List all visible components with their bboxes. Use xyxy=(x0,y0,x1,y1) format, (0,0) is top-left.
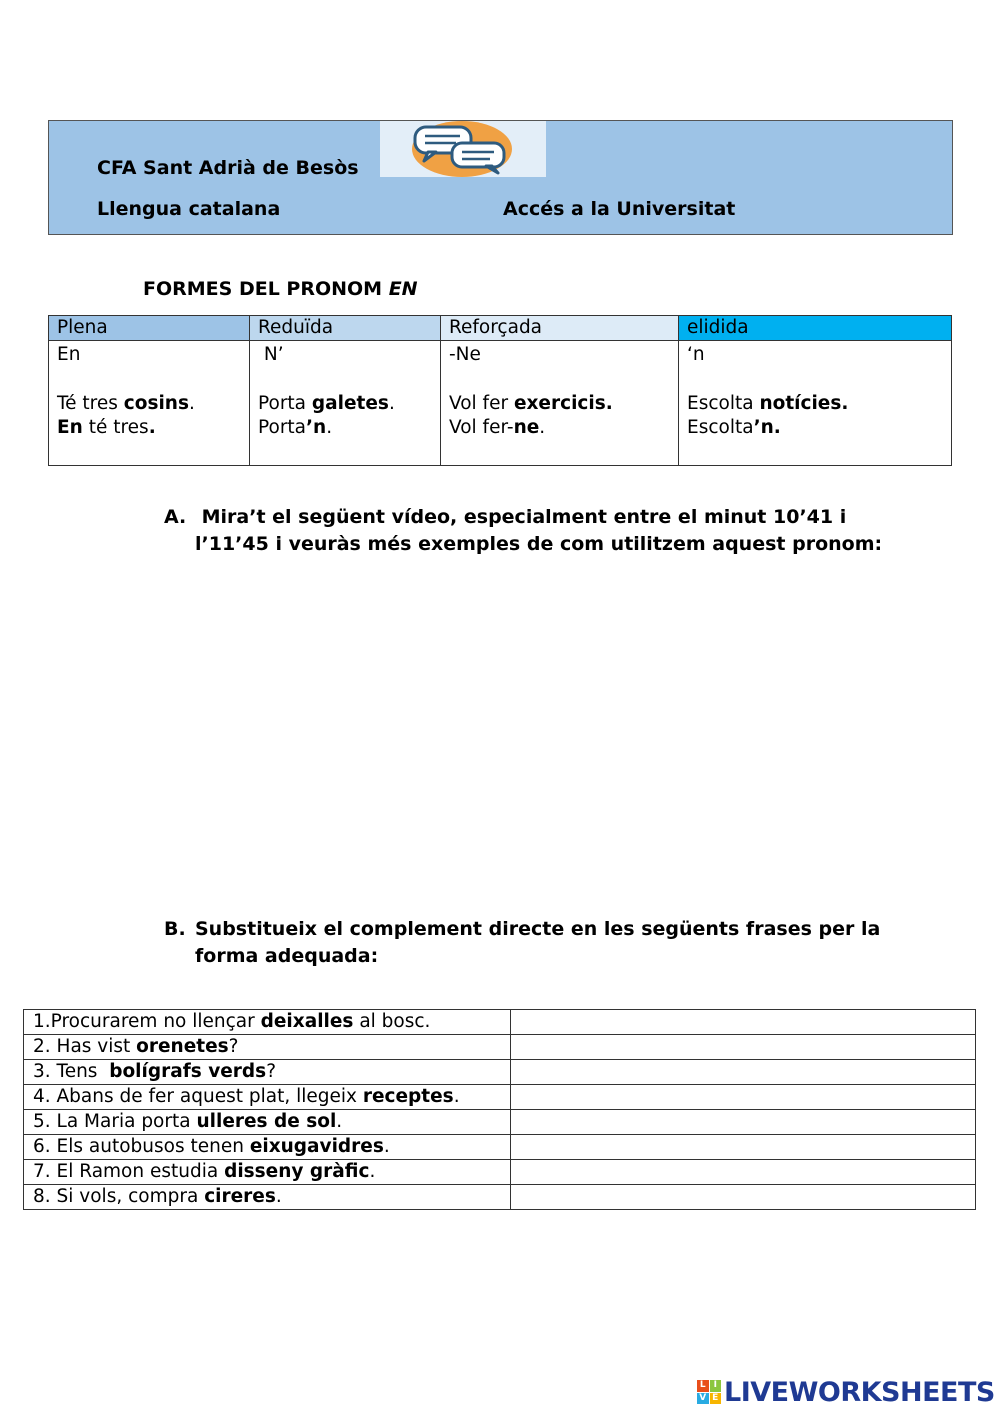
page-title: FORMES DEL PRONOM EN xyxy=(143,278,418,300)
exercise-sentence: 3. Tens bolígrafs verds? xyxy=(24,1060,511,1085)
header-plena: Plena xyxy=(49,316,250,341)
cell-elidida: ‘n Escolta notícies. Escolta’n. xyxy=(679,341,952,466)
brand-square: I xyxy=(710,1380,722,1392)
exercise-sentence: 7. El Ramon estudia disseny gràfic. xyxy=(24,1160,511,1185)
exercise-row xyxy=(24,1035,976,1060)
exercise-row xyxy=(24,1010,976,1035)
brand-square: L xyxy=(697,1380,709,1392)
liveworksheets-icon xyxy=(697,1380,721,1404)
exercise-row xyxy=(24,1185,976,1210)
instruction-b: B. Substitueix el complement directe en les següents frases per la forma adequada: xyxy=(164,918,881,967)
exercise-sentence: 1.Procurarem no llençar deixalles al bosc. xyxy=(24,1010,511,1035)
brand-name: LIVEWORKSHEETS xyxy=(724,1376,995,1408)
brand-square: V xyxy=(697,1393,709,1405)
liveworksheets-logo xyxy=(697,1375,995,1409)
exercise-sentence: 5. La Maria porta ulleres de sol. xyxy=(24,1110,511,1135)
header-reforcada: Reforçada xyxy=(441,316,679,341)
course-name: Accés a la Universitat xyxy=(503,198,736,220)
answer-input[interactable] xyxy=(511,1060,976,1085)
answer-input[interactable] xyxy=(511,1185,976,1210)
answer-input[interactable] xyxy=(511,1110,976,1135)
exercise-sentence: 4. Abans de fer aquest plat, llegeix receptes. xyxy=(24,1085,511,1110)
instruction-a: A. Mira’t el següent vídeo, especialment entre el minut 10’41 i l’11’45 i veuràs més exemples de com utilitzem aquest pronom: xyxy=(164,506,883,555)
answer-input[interactable] xyxy=(511,1160,976,1185)
subject-name: Llengua catalana xyxy=(97,198,281,220)
title-pronoun: EN xyxy=(388,278,418,300)
exercise-row xyxy=(24,1135,976,1160)
exercise-row xyxy=(24,1060,976,1085)
exercise-row xyxy=(24,1160,976,1185)
exercise-table xyxy=(23,1009,976,1210)
cell-reduida: N’ Porta galetes. Porta’n. xyxy=(250,341,441,466)
school-name: CFA Sant Adrià de Besòs xyxy=(97,157,359,179)
header-reduida: Reduïda xyxy=(250,316,441,341)
header-elidida: elidida xyxy=(679,316,952,341)
pronoun-forms-table xyxy=(48,315,952,466)
exercise-sentence: 8. Si vols, compra cireres. xyxy=(24,1185,511,1210)
cell-reforcada: -Ne Vol fer exercicis. Vol fer-ne. xyxy=(441,341,679,466)
exercise-sentence: 2. Has vist orenetes? xyxy=(24,1035,511,1060)
brand-square: E xyxy=(710,1393,722,1405)
header-band xyxy=(48,120,953,235)
answer-input[interactable] xyxy=(511,1010,976,1035)
answer-input[interactable] xyxy=(511,1085,976,1110)
answer-input[interactable] xyxy=(511,1035,976,1060)
exercise-row xyxy=(24,1085,976,1110)
exercise-row xyxy=(24,1110,976,1135)
speech-bubbles-icon xyxy=(380,121,546,177)
cell-plena: En Té tres cosins. En té tres. xyxy=(49,341,250,466)
answer-input[interactable] xyxy=(511,1135,976,1160)
exercise-sentence: 6. Els autobusos tenen eixugavidres. xyxy=(24,1135,511,1160)
logo xyxy=(380,121,546,177)
